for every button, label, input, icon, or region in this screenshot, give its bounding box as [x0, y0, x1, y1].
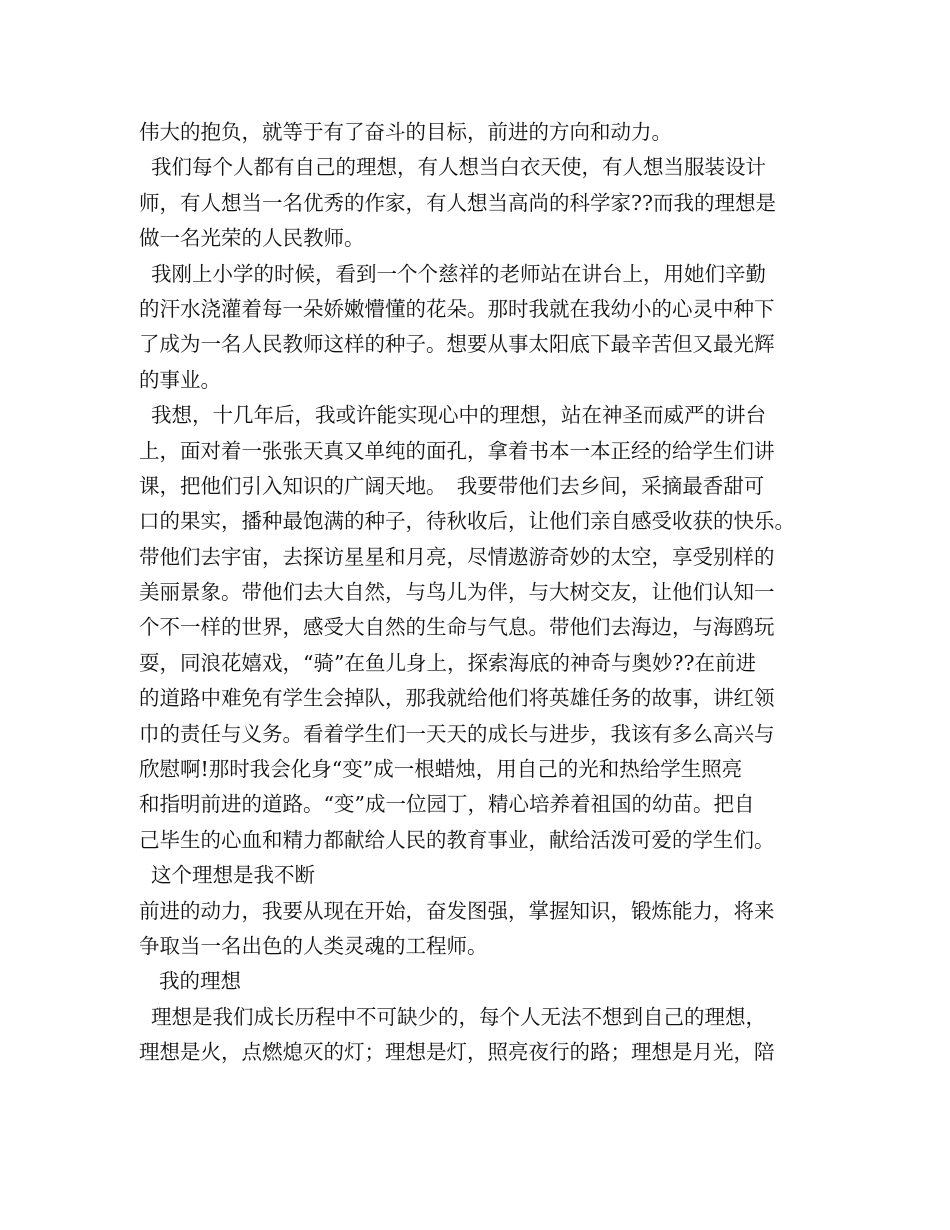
text-line: 上，面对着一张张天真又单纯的面孔，拿着书本一本正经的给学生们讲	[139, 438, 775, 463]
text-line: 的道路中难免有学生会掉队，那我就给他们将英雄任务的故事，讲红领	[139, 686, 775, 711]
text-line: 我刚上小学的时候，看到一个个慈祥的老师站在讲台上，用她们辛勤	[151, 261, 766, 286]
text-line: 己毕生的心血和精力都献给人民的教育事业，献给活泼可爱的学生们。	[139, 827, 775, 852]
text-line: 美丽景象。带他们去大自然，与鸟儿为伴，与大树交友，让他们认知一	[139, 580, 775, 605]
text-line: 理想是我们成长历程中不可缺少的，每个人无法不想到自己的理想，	[151, 1004, 766, 1029]
text-line: 了成为一名人民教师这样的种子。想要从事太阳底下最辛苦但又最光辉	[139, 332, 775, 357]
text-line: 师，有人想当一名优秀的作家，有人想当高尚的科学家??而我的理想是	[139, 190, 776, 215]
text-line: 理想是火，点燃熄灭的灯；理想是灯，照亮夜行的路；理想是月光，陪	[139, 1040, 775, 1065]
text-line: 的汗水浇灌着每一朵娇嫩懵懂的花朵。那时我就在我幼小的心灵中种下	[139, 296, 775, 321]
text-line: 巾的责任与义务。看着学生们一天天的成长与进步，我该有多么高兴与	[139, 721, 775, 746]
text-line: 争取当一名出色的人类灵魂的工程师。	[139, 933, 488, 958]
text-line: 我想，十几年后，我或许能实现心中的理想，站在神圣而威严的讲台	[151, 403, 766, 428]
text-line: 的事业。	[139, 367, 221, 392]
text-line: 我们每个人都有自己的理想，有人想当白衣天使，有人想当服装设计	[151, 155, 766, 180]
text-line: 做一名光荣的人民教师。	[139, 226, 365, 251]
text-line: 课，把他们引入知识的广阔天地。 我要带他们去乡间，采摘最香甜可	[139, 473, 765, 498]
text-line: 口的果实，播种最饱满的种子，待秋收后，让他们亲自感受收获的快乐。	[139, 509, 795, 534]
text-line: 个不一样的世界，感受大自然的生命与气息。带他们去海边，与海鸥玩	[139, 615, 775, 640]
text-line: 欣慰啊!那时我会化身“变”成一根蜡烛，用自己的光和热给学生照亮	[139, 757, 743, 782]
text-line: 这个理想是我不断	[151, 863, 315, 888]
text-line: 带他们去宇宙，去探访星星和月亮，尽情遨游奇妙的太空，享受别样的	[139, 544, 775, 569]
text-line: 和指明前进的道路。“变”成一位园丁，精心培养着祖国的幼苗。把自	[139, 792, 755, 817]
text-line: 前进的动力，我要从现在开始，奋发图强，掌握知识，锻炼能力，将来	[139, 898, 775, 923]
text-line: 伟大的抱负，就等于有了奋斗的目标，前进的方向和动力。	[139, 120, 672, 144]
section-heading: 我的理想	[159, 969, 241, 994]
text-line: 耍，同浪花嬉戏，“骑”在鱼儿身上，探索海底的神奇与奥妙??在前进	[139, 650, 756, 675]
